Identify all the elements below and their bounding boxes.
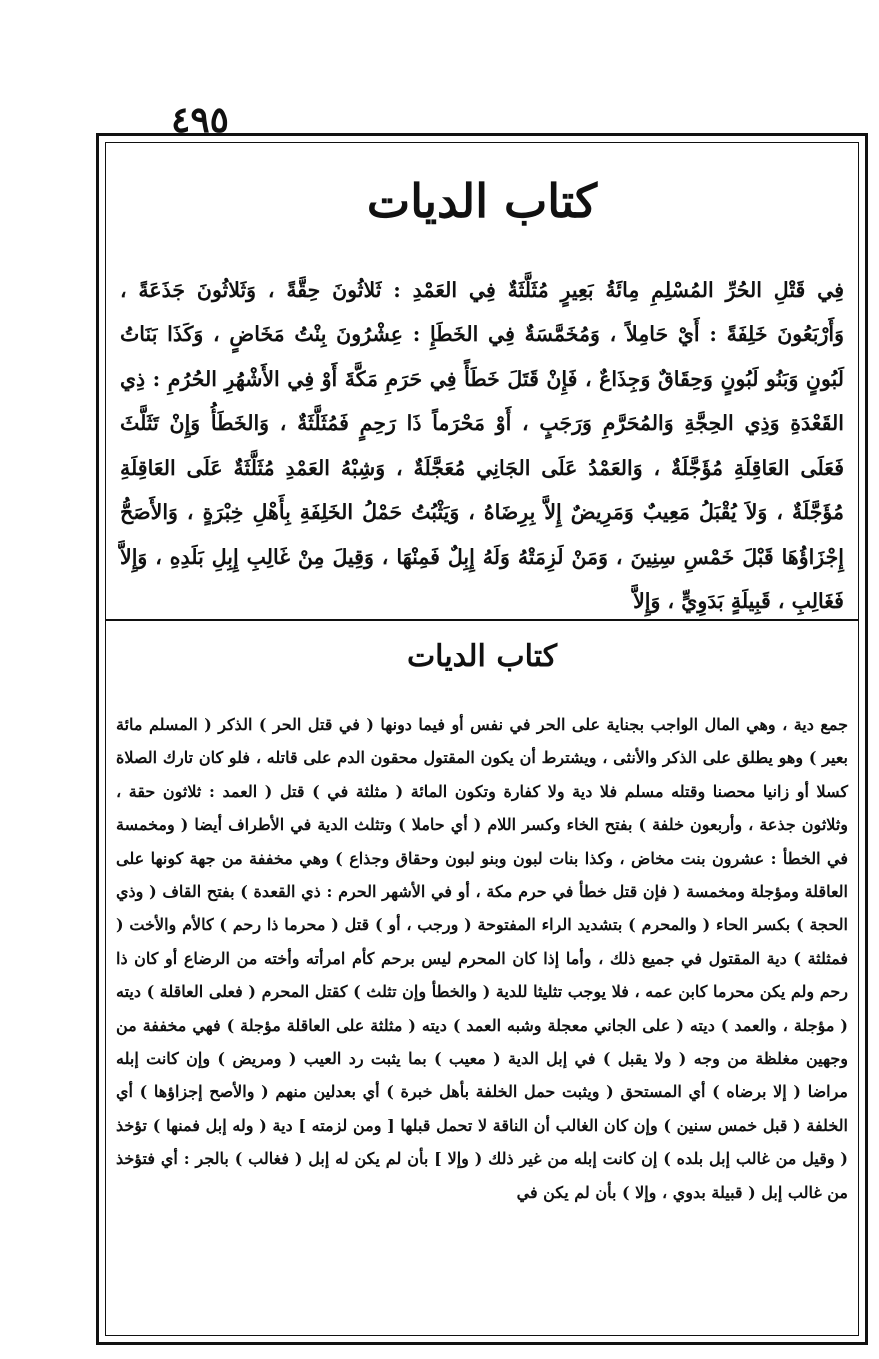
page-frame xyxy=(96,133,868,1345)
sharh-title: كتاب الديات xyxy=(406,639,558,674)
matn-text: فِي قَتْلِ الحُرِّ المُسْلِمِ مِائَةُ بَعِيرٍ مُثَلَّثَةٌ فِي العَمْدِ : ثَلاثُونَ حِقَّةً ، وَثَلاثُونَ جَذَعَةً ، وَأَرْبَعُونَ خَلِفَةً : أَيْ حَامِلاً ، وَمُخَمَّسَةٌ فِي الخَطَإِ : عِشْرُونَ بِنْتُ مَخَاضٍ ، وَكَذَا بَنَاتُ لَبُونٍ وَبَنُو لَبُونٍ وَحِقَاقٌ وَجِذَاعٌ ، فَإِنْ قَتَلَ خَطَأً فِي حَرَمِ مَكَّةَ أَوْ فِي الأَشْهُرِ الحُرُمِ : ذِي القَعْدَةِ وَذِي الحِجَّةِ وَالمُحَرَّمِ وَرَجَبٍ ، أَوْ مَحْرَماً ذَا رَحِمٍ فَمُثَلَّثَةٌ ، وَالخَطَأُ وَإِنْ تَثَلَّثَ فَعَلَى العَاقِلَةِ مُؤَجَّلَةٌ ، وَالعَمْدُ عَلَى الجَانِي مُعَجَّلَةٌ ، وَشِبْهُ العَمْدِ مُثَلَّثَةٌ عَلَى العَاقِلَةِ مُؤَجَّلَةٌ ، وَلاَ يُقْبَلُ مَعِيبٌ وَمَرِيضٌ إِلاَّ بِرِضَاهُ ، وَيَثْبُتُ حَمْلُ الخَلِفَةِ بِأَهْلِ خِبْرَةٍ ، وَالأَصَحُّ إِجْزَاؤُهَا قَبْلَ خَمْسِ سِنِينَ ، وَمَنْ لَزِمَتْهُ وَلَهُ إِبِلٌ فَمِنْهَا ، وَقِيلَ مِنْ غَالِبِ إِبِلِ بَلَدِهِ ، وَإِلاَّ فَغَالِبِ ، قَبِيلَةٍ بَدَوِيٍّ ، وَإِلاَّ xyxy=(120,277,844,614)
page-number: ٤٩٥ xyxy=(170,99,229,141)
matn-section xyxy=(106,143,858,621)
sharh-text: جمع دية ، وهي المال الواجب بجناية على الحر في نفس أو فيما دونها ( في قتل الحر ) الذكر ( المسلم مائة بعير ) وهو يطلق على الذكر والأنثى ، ويشترط أن يكون المقتول محقون الدم على قاتله ، فلو كان تارك الصلاة كسلا أو زانيا محصنا وقتله مسلم فلا دية ولا كفارة وتكون المائة ( مثلثة في ) قتل ( العمد : ثلاثون حقة ، وثلاثون جذعة ، وأربعون خلفة ) بفتح الخاء وكسر اللام ( أي حاملا ) وتثلث الدية في الأطراف أيضا ( ومخمسة في الخطأ : عشرون بنت مخاض ، وكذا بنات لبون وبنو لبون وحقاق وجذاع ) وهي مخففة من جهة كونها على العاقلة ومؤجلة ومخمسة ( فإن قتل خطأ في حرم مكة ، أو في الأشهر الحرم : ذي القعدة ) بفتح القاف ( وذي الحجة ) بكسر الحاء ( والمحرم ) بتشديد الراء المفتوحة ( ورجب ، أو ) قتل ( محرما ذا رحم ) كالأم والأخت ( فمثلثة ) دية المقتول في جميع ذلك ، وأما إذا كان المحرم ليس برحم كأم امرأته وأخته من الرضاع أو كان ذا رحم ولم يكن محرما كابن عمه ، فلا يوجب تثليثا للدية ( والخطأ وإن تثلث ) كقتل المحرم ( فعلى العاقلة ) ديته ( مؤجلة ، والعمد ) ديته ( على الجاني معجلة وشبه العمد ) ديته ( مثلثة على العاقلة مؤجلة ) فهي مخففة من وجهين مغلظة من وجه ( ولا يقبل ) في إبل الدية ( معيب ) بما يثبت رد العيب ( ومريض ) وإن كانت إبله مراضا ( إلا برضاه ) أي المستحق ( ويثبت حمل الخلفة بأهل خبرة ) أي بعدلين منهم ( والأصح إجزاؤها ) أي الخلفة ( قبل خمس سنين ) وإن كان الغالب أن الناقة لا تحمل قبلها [ ومن لزمته ] دية ( وله إبل فمنها ) تؤخذ ( وقيل من غالب إبل بلده ) إن كانت إبله من غير ذلك ( وإلا ] بأن لم يكن له إبل ( فغالب ) بالجر : أي فتؤخذ من غالب إبل ( قبيلة بدوي ، وإلا ) بأن لم يكن في xyxy=(116,714,849,1202)
matn-title: كتاب الديات xyxy=(366,174,598,228)
sharh-section xyxy=(106,625,858,1335)
page-frame-inner xyxy=(105,142,859,1336)
